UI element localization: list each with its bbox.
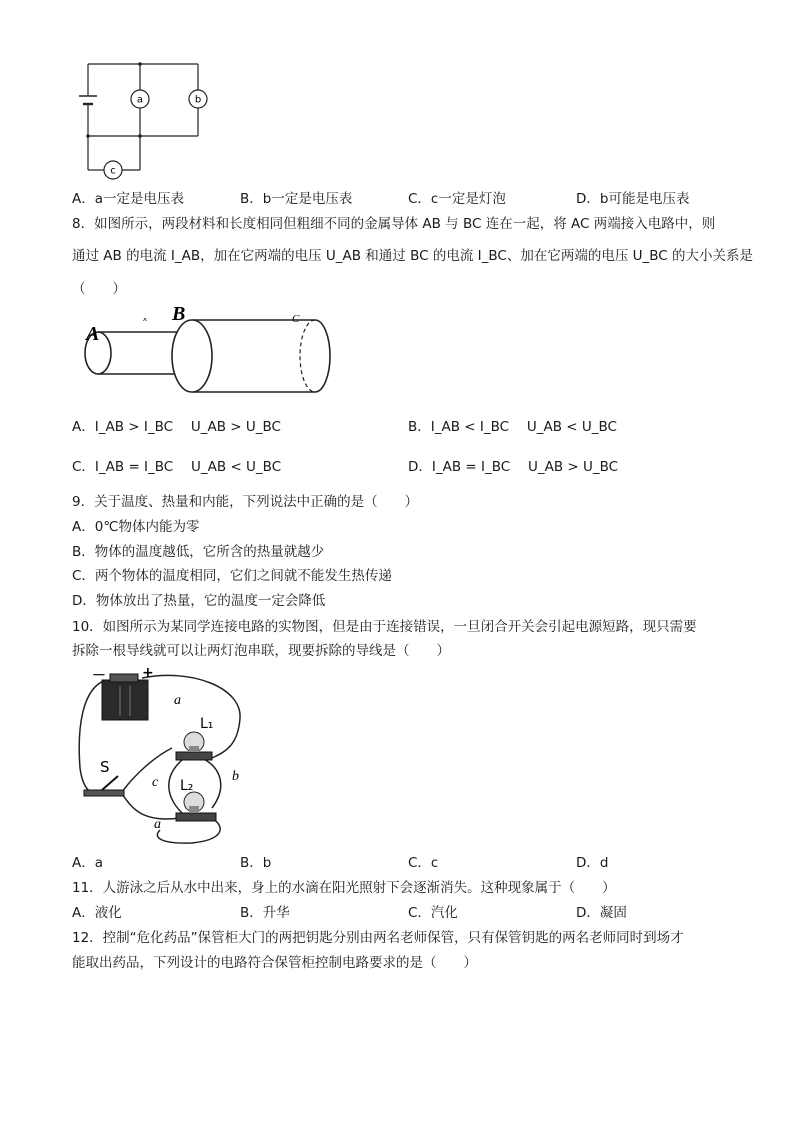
svg-text:a: a: [154, 817, 161, 832]
svg-text:b: b: [194, 94, 202, 106]
q8-option-b[interactable]: B．I_AB < I_BC U_AB < U_BC: [408, 419, 617, 435]
svg-text:b: b: [232, 769, 239, 784]
q12-stem-line1: 12．控制“危化药品”保管柜大门的两把钥匙分别由两名老师保管，只有保管钥匙的两名老师同时到场才: [72, 930, 684, 946]
q11-stem: 11．人游泳之后从水中出来，身上的水滴在阳光照射下会逐渐消失。这种现象属于（ ）: [72, 880, 616, 896]
q10-stem-line2: 拆除一根导线就可以让两灯泡串联，现要拆除的导线是（ ）: [72, 643, 450, 659]
q9-stem: 9．关于温度、热量和内能，下列说法中正确的是（ ）: [72, 494, 419, 510]
q11-option-d[interactable]: D．凝固: [576, 905, 627, 921]
q10-circuit-photo: [72, 665, 247, 846]
q9-option-c[interactable]: C．两个物体的温度相同，它们之间就不能发生热传递: [72, 568, 392, 584]
q10-option-d[interactable]: D．d: [576, 855, 609, 871]
q10-stem-line1: 10．如图所示为某同学连接电路的实物图，但是由于连接错误，一旦闭合开关会引起电源短路，现只需要: [72, 619, 697, 635]
q8-option-d[interactable]: D．I_AB = I_BC U_AB > U_BC: [408, 459, 619, 475]
svg-text:c: c: [110, 165, 116, 177]
q8-stem-line2: 通过 AB 的电流 I_AB，加在它两端的电压 U_AB 和通过 BC 的电流 I_BC、加在它两端的电压 U_BC 的大小关系是: [72, 248, 753, 264]
q8-stem-line1: 8．如图所示，两段材料和长度相同但粗细不同的金属导体 AB 与 BC 连在一起，将 AC 两端接入电路中，则: [72, 216, 716, 232]
q7-option-a[interactable]: A．a一定是电压表: [72, 191, 185, 207]
q9-option-a[interactable]: A．0℃物体内能为零: [72, 519, 200, 535]
q8-option-a[interactable]: A．I_AB > I_BC U_AB > U_BC: [72, 419, 281, 435]
q7-circuit-diagram: [76, 58, 216, 180]
q8-conductor-figure: [70, 304, 340, 404]
svg-text:L₂: L₂: [180, 778, 194, 794]
svg-text:˄: ˄: [142, 317, 148, 331]
svg-text:L₁: L₁: [200, 716, 214, 732]
q11-option-b[interactable]: B．升华: [240, 905, 290, 921]
q9-option-d[interactable]: D．物体放出了热量，它的温度一定会降低: [72, 593, 326, 609]
q10-option-a[interactable]: A．a: [72, 855, 104, 871]
q10-option-b[interactable]: B．b: [240, 855, 272, 871]
lamp-l2-icon: [176, 792, 216, 821]
q7-option-c[interactable]: C．c一定是灯泡: [408, 191, 506, 207]
meter-b: [189, 90, 207, 108]
q8-option-c[interactable]: C．I_AB = I_BC U_AB < U_BC: [72, 459, 282, 475]
q12-stem-line2: 能取出药品，下列设计的电路符合保管柜控制电路要求的是（ ）: [72, 955, 477, 971]
svg-text:－: －: [92, 668, 106, 684]
q9-option-b[interactable]: B．物体的温度越低，它所含的热量就越少: [72, 544, 325, 560]
q11-option-a[interactable]: A．液化: [72, 905, 122, 921]
label-c: C: [292, 313, 300, 325]
meter-a: [131, 90, 149, 108]
q10-option-c[interactable]: C．c: [408, 855, 439, 871]
lamp-l1-icon: [176, 732, 212, 760]
svg-text:a: a: [174, 693, 181, 708]
svg-text:a: a: [136, 94, 144, 106]
q7-option-b[interactable]: B．b一定是电压表: [240, 191, 353, 207]
meter-c: [104, 161, 122, 179]
q11-option-c[interactable]: C．汽化: [408, 905, 458, 921]
switch-icon: [84, 776, 124, 796]
q8-stem-line3: （ ）: [72, 281, 126, 297]
q7-option-d[interactable]: D．b可能是电压表: [576, 191, 690, 207]
svg-text:c: c: [152, 775, 159, 790]
svg-text:+: +: [142, 665, 154, 681]
label-a: A: [86, 323, 100, 345]
label-b: B: [172, 303, 186, 325]
svg-text:S: S: [100, 758, 110, 776]
